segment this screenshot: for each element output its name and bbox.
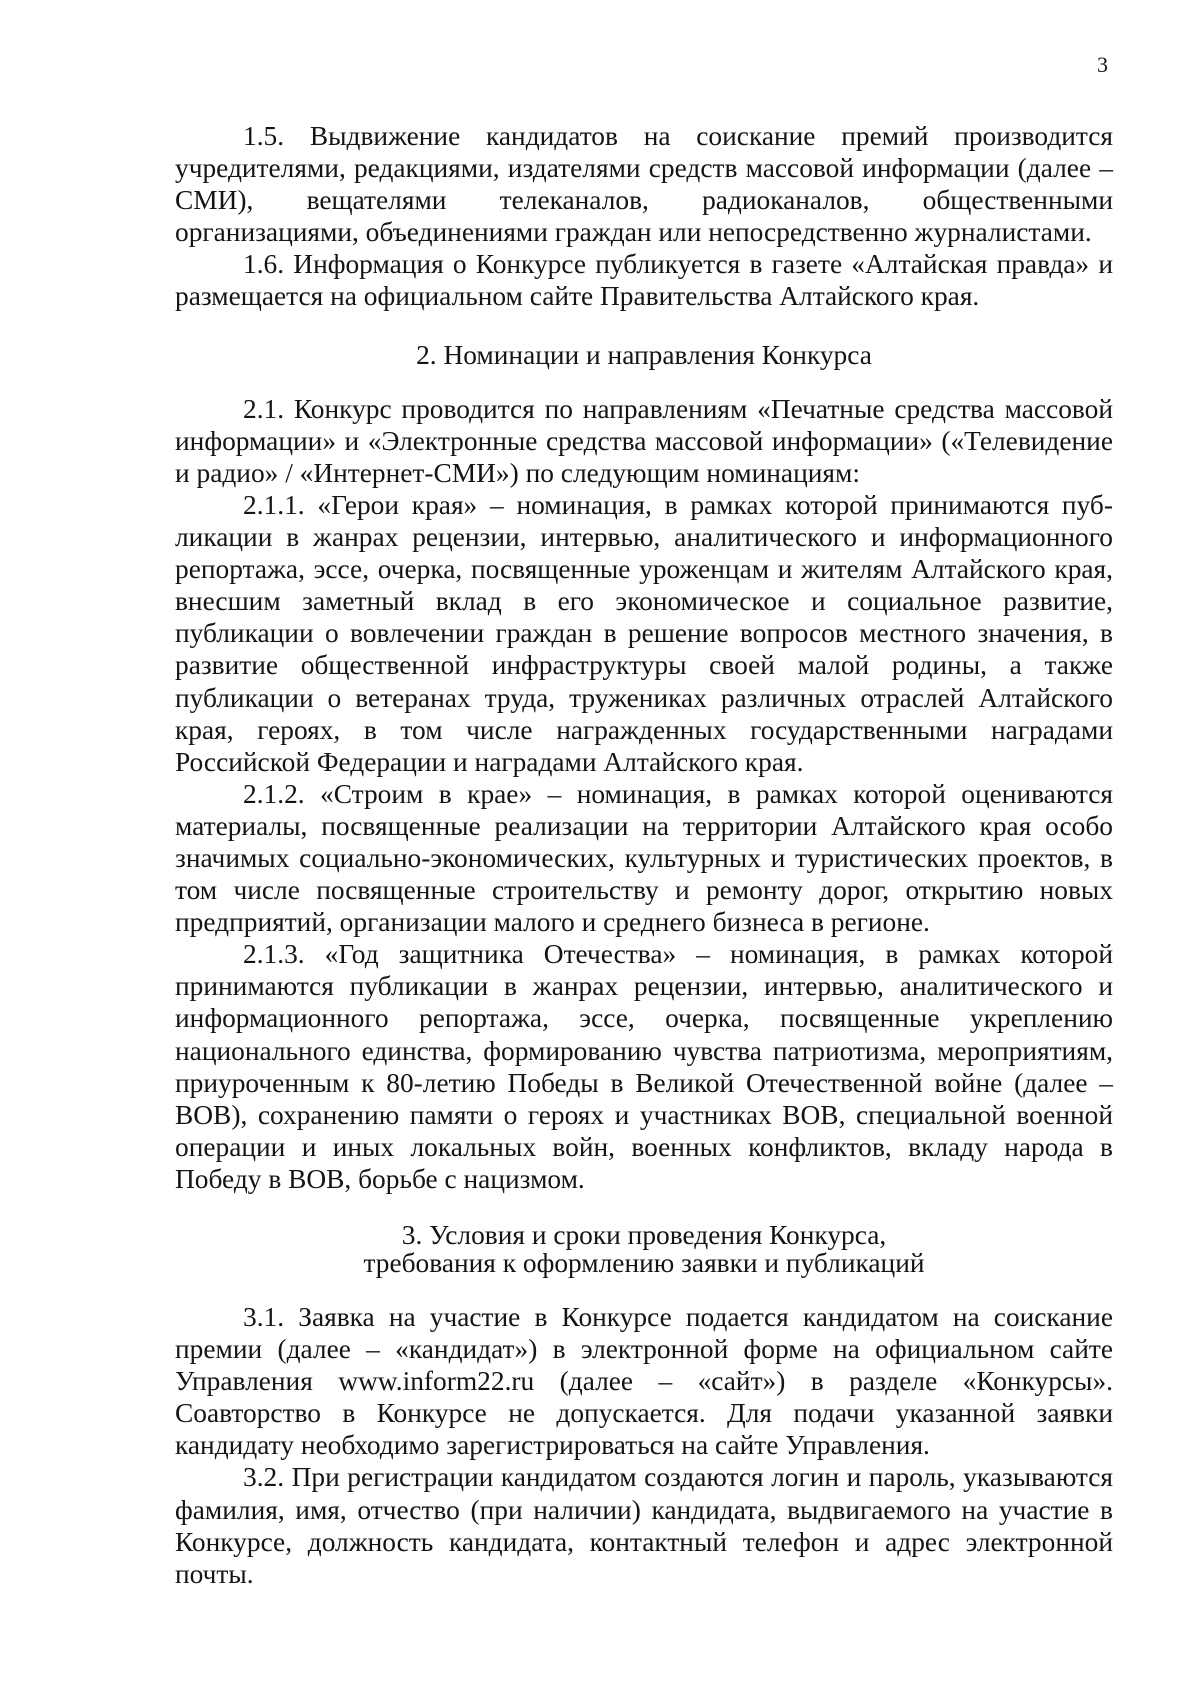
paragraph-1-5: 1.5. Выдвижение кандидатов на соискание премий производится учредителями, редакциями, издателями средств массовой информации (далее – СМИ), вещателями телеканалов, радиоканалов, общественными организациями, объединениями граждан или непосредственно журналистами. — [175, 121, 1113, 248]
paragraph-2-1-2: 2.1.2. «Строим в крае» – номинация, в рамках которой оцениваются материалы, посвященные реализации на территории Алтайского края особо значимых социально-экономических, культурных и туристических проектов, в том числе посвященные строительству и ремонту дорог, открытию новых предприятий, организации малого и среднего бизнеса в регионе. — [175, 778, 1113, 938]
section-2-heading: 2. Номинации и направления Конкурса — [416, 339, 872, 370]
paragraph-2-1-3: 2.1.3. «Год защитника Отечества» – номинация, в рамках которой принимаются публикации в жанрах рецензии, интервью, аналитического и информационного репортажа, эссе, очерка, посвященные укреплению национального единства, формированию чувства патриотизма, мероприятиям, приуроченным к 80-летию Победы в Великой Отечественной войне (далее – ВОВ), сохранению памяти о героях и участниках ВОВ, специальной военной операции и иных локальных войн, военных конфликтов, вкладу народа в Победу в ВОВ, борьбе с нацизмом. — [175, 939, 1113, 1194]
paragraph-2-1: 2.1. Конкурс проводится по направлениям «Печатные средства массовой информации» и «Электронные средства массовой информации» («Телевидение и радио» / «Интернет-СМИ») по следующим номинациям: — [175, 393, 1113, 488]
section-3-heading-line-2: требования к оформлению заявки и публикаций — [363, 1248, 925, 1278]
section-3-heading — [175, 1221, 1113, 1277]
document-body — [175, 120, 1113, 1590]
paragraph-1-6: 1.6. Информация о Конкурсе публикуется в газете «Алтайская правда» и размещается на официальном сайте Правительства Алтайского края. — [175, 249, 1113, 312]
page-number: 3 — [1097, 52, 1108, 77]
paragraph-3-1: 3.1. Заявка на участие в Конкурсе подается кандидатом на соискание премии (далее – «кандидат») в электронной форме на официальном сайте Управления www.inform22.ru (далее – «сайт») в разделе «Конкурсы». Соавторство в Конкурсе не допускается. Для подачи указанной заявки кандидату необходимо зарегистрироваться на сайте Управления. — [175, 1302, 1113, 1461]
paragraph-3-2: 3.2. При регистрации кандидатом создаются логин и пароль, указываются фамилия, имя, отчество (при наличии) кандидата, выдвигаемого на участие в Конкурсе, должность кандидата, контактный телефон и адрес электронной почты. — [175, 1462, 1113, 1589]
paragraph-2-1-1: 2.1.1. «Герои края» – номинация, в рамках которой принимаются публикации в жанрах рецензии, интервью, аналитического и информационного репортажа, эссе, очерка, посвященные уроженцам и жителям Алтайского края, внесшим заметный вклад в его экономическое и социальное развитие, публикации о вовлечении граждан в решение вопросов местного значения, в развитие общественной инфраструктуры своей малой родины, а также публикации о ветеранах труда, тружениках различных отраслей Алтайского края, героях, в том числе награжденных государственными наградами Российской Федерации и наградами Алтайского края. — [175, 489, 1113, 777]
section-3-heading-line-1: 3. Условия и сроки проведения Конкурса, — [401, 1220, 887, 1250]
